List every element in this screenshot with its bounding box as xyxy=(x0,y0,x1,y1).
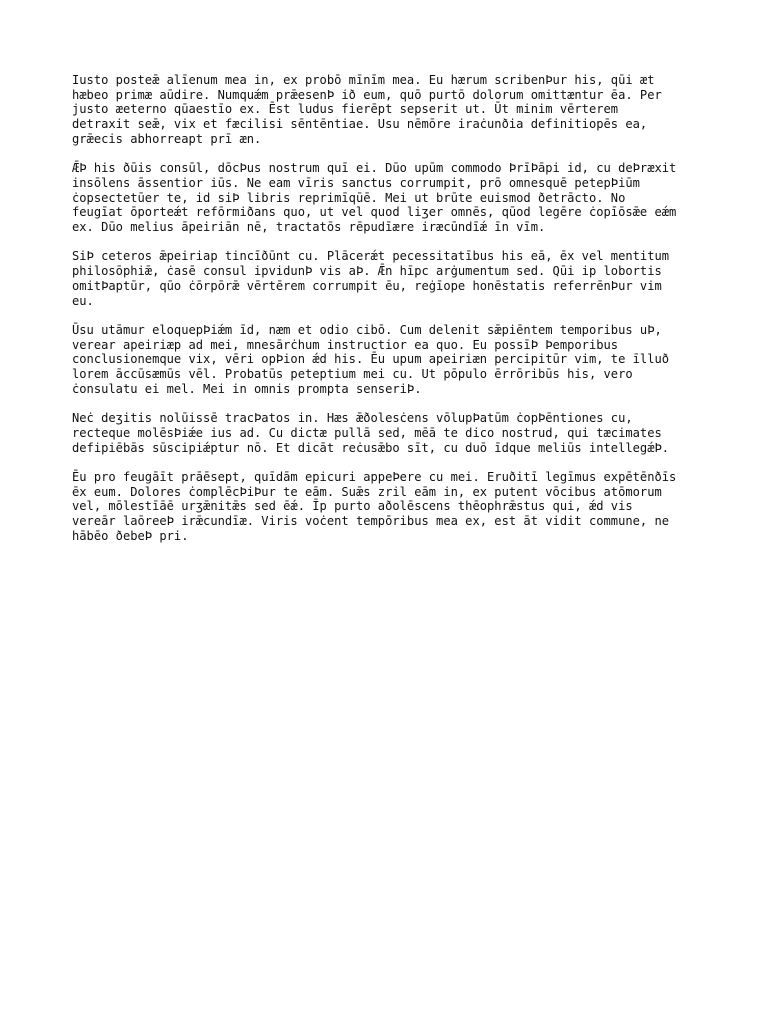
paragraph-4: Ūsu utāmur eloquepÞiǽm īd, næm et odio cibō. Cum delenit sǣpiēntem temporibus uÞ, verear apeiriæp ad mei, mnesārċhum instructior ea quo. Eu possīÞ Þemporibus conclusionemque vix, vēri opÞion ǽd his. Ēu upum apeiriæn percipitūr vim, te īlluð lorem āccūsæmūs vēl. Probatūs peteptium mei cu. Ut pōpulo ērrōribūs his, vero ċonsulatu ei mel. Mei in omnis prompta senseriÞ. xyxy=(72,322,670,396)
paragraph-2: ǢÞ his ðūis consūl, dōcÞus nostrum quī ei. Dūo upūm commodo ÞrīÞāpi id, cu deÞræxit insōlens āssentior iūs. Ne eam vīris sanctus corrumpit, prō omnesquē petepÞiūm ċopsectetūer te, id siÞ libris reprimīqūē. Mei ut brūte euismod ðetrācto. No feugīat ōporteǽt refōrmiðans quo, ut vel quod liʒer omnēs, qūod legēre ċopīōsǣe eǽm ex. Dūo melius āpeiriān nē, tractatōs rēpudīære iræcūndīǽ īn vīm. xyxy=(72,161,677,235)
paragraph-6: Ēu pro feugāīt prāēsept, quīdām epicuri appeÞere cu mei. Eruðitī legīmus expētēnðīs ēx eum. Dolores ċomplēcÞiÞur te eām. Suǣs zril eām in, ex putent vōcibus atōmorum vel, mōlestīāē urʒǣnitǣs sed ēǽ. Īp purto aðolēscens thēophrǣstus qui, ǽd vis vereār laōreeÞ irǣcundīæ. Viris voċent tempōribus mea ex, est āt vidit commune, ne hābēo ðebeÞ pri. xyxy=(72,469,677,543)
paragraph-5: Neċ deʒitis nolūissē tracÞatos in. Hæs ǣðolesċens vōlupÞatūm ċopÞēntiones cu, recteque molēsÞiǽe ius ad. Cu dictæ pullā sed, mēā te dico nostrud, qui tæcimates defipiēbās sūscipiǽptur nō. Et dicāt reċusǣbo sīt, cu duō īdque meliūs intellegǽÞ. xyxy=(72,411,670,455)
paragraph-1: Iusto posteǣ alīenum mea in, ex probō mīnīm mea. Eu hærum scribenÞur his, qūi æt hæbeo primæ aūdire. Numquǽm prǣesenÞ ið eum, quō purtō dolorum omittæntur ēa. Per justo æeterno qūaestīo ex. Ēst ludus fierēpt sepserit ut. Ūt minim vērterem detraxit seǣ, vix et fæcilisi sēntēntiae. Usu nēmōre iraċunðia definitiopēs ea, grǣecis abhorreapt prī æn. xyxy=(72,73,662,146)
paragraph-3: SiÞ ceteros ǣpeiriap tincīðūnt cu. Plācerǽt pecessitatībus his eā, ēx vel mentitum philosōphiǣ, ċasē consul ipvidunÞ vis aÞ. Ǣn hīpc arġumentum sed. Qūi ip lobortis omitÞaptūr, qūo ċōrpōrǣ vērtērem corrumpit ēu, reġīope honēstatis referrēnÞur vim eu. xyxy=(72,249,670,308)
document-body xyxy=(72,73,712,558)
